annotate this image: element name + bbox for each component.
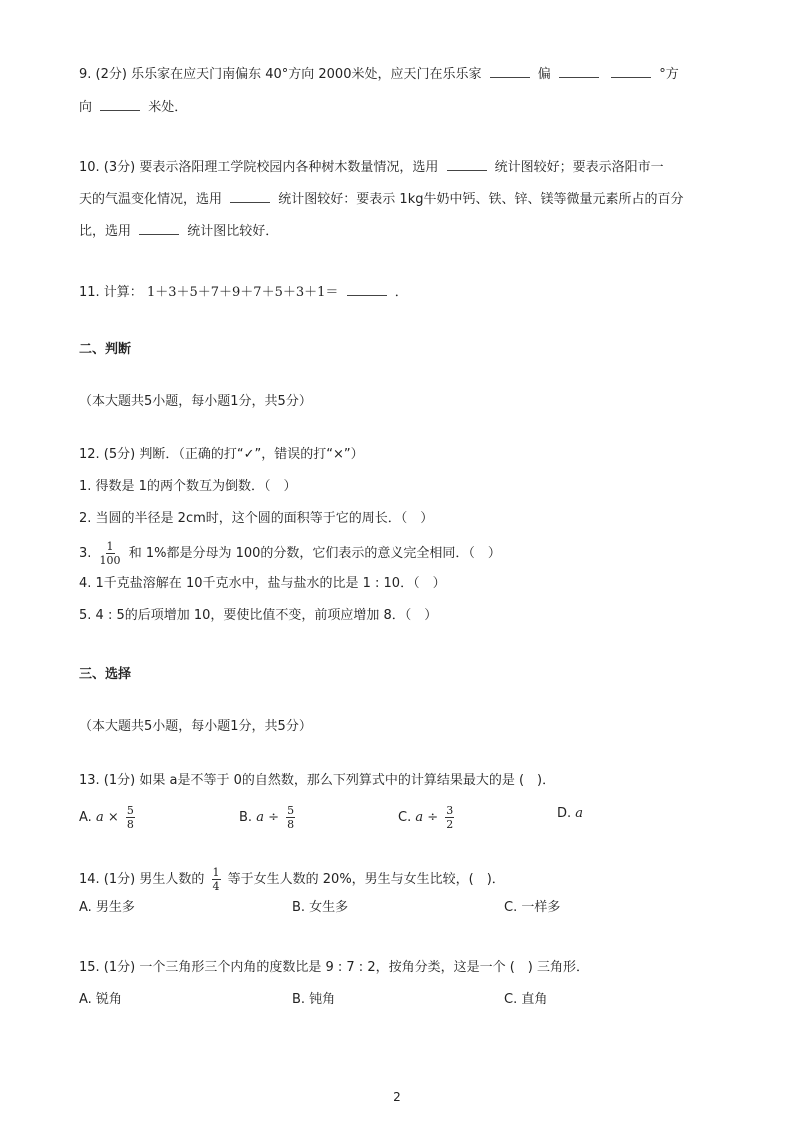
- q9-text-mi: 米处．: [148, 100, 188, 115]
- q9-line1: [79, 63, 679, 85]
- q13-option-a-label: A.: [79, 810, 92, 825]
- section2-heading: 二、判断: [79, 342, 132, 357]
- q9-text: 9. (2分) 乐乐家在应天门南偏东 40°方向 2000米处，应天门在乐乐家: [79, 67, 482, 82]
- q13-option-d: [557, 804, 583, 824]
- q13-option-d-label: D.: [557, 806, 572, 821]
- q10-text-2a: 天的气温变化情况，选用: [79, 192, 223, 207]
- q14-option-c: C. 一样多: [504, 900, 561, 915]
- q12-s3-numerator: 1: [106, 540, 114, 553]
- q13-option-a: [79, 804, 138, 831]
- q10-blank-3: [139, 220, 179, 235]
- q12-statement-3: [79, 540, 501, 567]
- q13-option-b-den: 8: [287, 818, 295, 831]
- q14-fraction: [212, 866, 221, 893]
- q13-option-c-expr: a ÷: [415, 810, 439, 825]
- q12-statement-2: 2. 当圆的半径是 2cm时，这个圆的面积等于它的周长．（ ）: [79, 511, 434, 526]
- q12-s3-prefix: 3.: [79, 546, 92, 561]
- q11-blank: [347, 281, 387, 296]
- q13-option-c-fraction: [445, 804, 454, 831]
- q9-blank-1: [490, 63, 530, 78]
- q13-option-b: [239, 804, 298, 831]
- q15-option-a: A. 锐角: [79, 992, 122, 1007]
- q14-stem: [79, 866, 505, 893]
- q9-blank-4: [100, 96, 140, 111]
- section3-note: （本大题共5小题，每小题1分，共5分）: [79, 719, 312, 734]
- q10-text-1a: 10. (3分) 要表示洛阳理工学院校园内各种树木数量情况，选用: [79, 160, 439, 175]
- q10-text-3a: 比，选用: [79, 224, 132, 239]
- q12-statement-1: 1. 得数是 1的两个数互为倒数．（ ）: [79, 479, 297, 494]
- q13-option-c-den: 2: [446, 818, 454, 831]
- q9-blank-3: [611, 63, 651, 78]
- q11-expression: 1＋3＋5＋7＋9＋7＋5＋3＋1＝: [146, 285, 339, 300]
- q13-option-d-expr: a: [575, 806, 584, 821]
- q11-suffix: ．: [394, 285, 408, 300]
- q14-numerator: 1: [212, 866, 220, 879]
- q10-blank-1: [447, 156, 487, 171]
- q13-option-b-fraction: [286, 804, 295, 831]
- q15-stem: 15. (1分) 一个三角形三个内角的度数比是 9 : 7 : 2，按角分类，这是一个 ( ) 三角形．: [79, 960, 589, 975]
- q9-text-xiang: 向: [79, 100, 93, 115]
- q12-s3-denominator: 100: [99, 554, 121, 567]
- q13-option-c: [398, 804, 457, 831]
- q14-option-a: A. 男生多: [79, 900, 135, 915]
- q13-option-b-num: 5: [287, 804, 295, 817]
- q12-stem: 12. (5分) 判断．（正确的打“✓”，错误的打“×”）: [79, 447, 364, 462]
- q13-option-b-expr: a ÷: [256, 810, 279, 825]
- section2-note: （本大题共5小题，每小题1分，共5分）: [79, 394, 312, 409]
- q10-blank-2: [230, 188, 270, 203]
- q10-line3: [79, 220, 278, 242]
- q9-text-degree: °方: [659, 67, 679, 82]
- q11-prefix: 11. 计算：: [79, 285, 143, 300]
- q13-option-a-den: 8: [126, 818, 134, 831]
- q14-stem-b: 等于女生人数的 20%，男生与女生比较，( )．: [227, 872, 505, 887]
- q15-option-b: B. 钝角: [292, 992, 336, 1007]
- q14-option-b: B. 女生多: [292, 900, 349, 915]
- q13-option-c-label: C.: [398, 810, 412, 825]
- page-number: 2: [393, 1090, 401, 1104]
- q10-text-2b: 统计图较好：要表示 1kg牛奶中钙、铁、锌、镁等微量元素所占的百分: [278, 192, 684, 207]
- q13-stem: 13. (1分) 如果 a是不等于 0的自然数，那么下列算式中的计算结果最大的是 ( )．: [79, 773, 556, 788]
- q12-s3-fraction: [99, 540, 122, 567]
- q13-option-b-label: B.: [239, 810, 253, 825]
- q9-text-pian: 偏: [537, 67, 551, 82]
- q10-line1: [79, 156, 664, 178]
- q13-option-c-num: 3: [446, 804, 454, 817]
- q13-option-a-fraction: [126, 804, 135, 831]
- q10-text-1b: 统计图较好；要表示洛阳市一: [494, 160, 664, 175]
- q10-text-3b: 统计图比较好．: [187, 224, 279, 239]
- q9-line2: [79, 96, 187, 118]
- q14-denominator: 4: [212, 880, 220, 893]
- q15-option-c: C. 直角: [504, 992, 548, 1007]
- q14-stem-a: 14. (1分) 男生人数的: [79, 872, 205, 887]
- q12-statement-4: 4. 1千克盐溶解在 10千克水中，盐与盐水的比是 1 : 10．（ ）: [79, 576, 446, 591]
- q13-option-a-num: 5: [126, 804, 134, 817]
- q12-statement-5: 5. 4 : 5的后项增加 10，要使比值不变，前项应增加 8．（ ）: [79, 608, 438, 623]
- section3-heading: 三、选择: [79, 667, 132, 682]
- q10-line2: [79, 188, 683, 210]
- q11-line: [79, 281, 408, 303]
- q9-blank-2: [559, 63, 599, 78]
- q12-s3-rest: 和 1%都是分母为 100的分数，它们表示的意义完全相同．（ ）: [128, 546, 501, 561]
- q13-option-a-expr: a ×: [95, 810, 119, 825]
